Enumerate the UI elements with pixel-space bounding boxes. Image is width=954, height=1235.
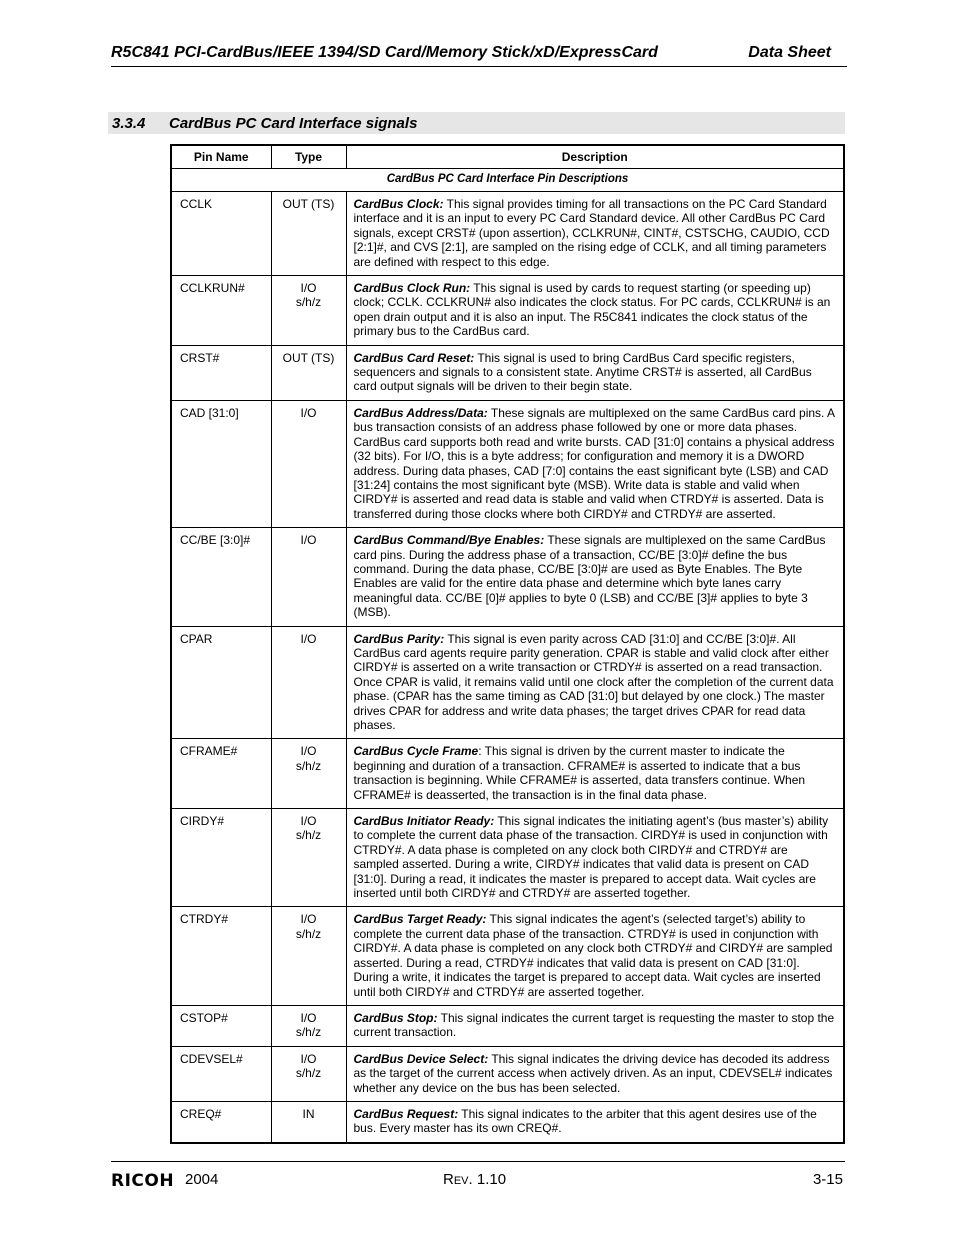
pin-type-primary: I/O: [300, 912, 317, 927]
pin-name: CAD [31:0]: [171, 400, 271, 527]
ricoh-logo: RICOH: [111, 1171, 175, 1191]
pin-name: CTRDY#: [171, 907, 271, 1005]
pin-type: [271, 276, 346, 346]
pin-type: [271, 528, 346, 626]
pin-type-secondary: s/h/z: [295, 295, 322, 310]
pin-description: [346, 345, 844, 400]
table-row: [171, 400, 844, 527]
page-number: 3-15: [812, 1171, 843, 1188]
signal-name: CardBus Clock:: [353, 197, 444, 211]
signal-description: This signal is used by cards to request starting (or speeding up) clock; CCLK. CCLKRUN# also indicates the clock status. For PC cards, CCLKRUN# is an open drain output and it is also an input. The R5C841 indicates the clock status of the primary bus to the CardBus card.: [353, 281, 831, 339]
pin-type-primary: OUT (TS): [282, 350, 335, 365]
signal-name: CardBus Target Ready:: [353, 912, 487, 927]
pin-name: CREQ#: [171, 1101, 271, 1142]
pin-description: [346, 1005, 844, 1046]
signal-description: This signal indicates to the arbiter that this agent desires use of the bus. Every master has its own CREQ#.: [353, 1106, 817, 1136]
signal-name: CardBus Stop:: [353, 1010, 438, 1025]
pin-type-secondary: s/h/z: [295, 828, 322, 843]
signal-name: CardBus Address/Data:: [353, 405, 488, 420]
header-pin-name: Pin Name: [171, 145, 271, 169]
footer-revision: [443, 1171, 506, 1188]
pin-type-primary: IN: [302, 1106, 315, 1121]
signal-description: This signal indicates the initiating agent’s (bus master’s) ability to complete the current data phase of the transaction. CIRDY# is used in conjunction with CTRDY#. A data phase is completed on any clock both CIRDY# and CTRDY# are sampled asserted. During a write, CIRDY# indicates that valid data is present on CAD [31:0]. During a read, it indicates the master is prepared to accept data. Wait cycles are inserted until both CIRDY# and CTRDY# are asserted together.: [353, 814, 829, 901]
table-subheading-row: [171, 169, 844, 192]
pin-type-primary: I/O: [300, 405, 317, 420]
pin-description: [346, 809, 844, 907]
table-row: [171, 276, 844, 346]
table-row: [171, 1046, 844, 1101]
pin-description: [346, 400, 844, 527]
table-row: [171, 1101, 844, 1142]
pin-type: [271, 739, 346, 809]
signal-name: CardBus Command/Bye Enables:: [353, 533, 545, 548]
pin-type-secondary: s/h/z: [295, 1025, 322, 1040]
pin-name: CIRDY#: [171, 809, 271, 907]
table-row: [171, 1005, 844, 1046]
signal-name: CardBus Initiator Ready:: [353, 814, 495, 829]
pin-type-secondary: s/h/z: [295, 1066, 322, 1081]
header-type: Type: [271, 145, 346, 169]
pin-description: [346, 1101, 844, 1142]
footer-year: 2004: [185, 1171, 219, 1188]
page-footer: [111, 1161, 845, 1192]
pin-description: [346, 739, 844, 809]
pin-description: [346, 276, 844, 346]
document-type: Data Sheet: [748, 44, 831, 61]
pin-type: [271, 907, 346, 1005]
header-description: Description: [346, 145, 844, 169]
pin-type: [271, 626, 346, 739]
table-row: [171, 345, 844, 400]
pin-name: CCLK: [171, 192, 271, 276]
signal-name: CardBus Device Select:: [353, 1051, 489, 1066]
signal-name: CardBus Cycle Frame: [353, 744, 479, 759]
pin-name: CDEVSEL#: [171, 1046, 271, 1101]
pin-type-primary: OUT (TS): [282, 197, 335, 211]
signal-name: CardBus Request:: [353, 1106, 459, 1121]
pin-description: [346, 1046, 844, 1101]
table-row: [171, 192, 844, 276]
pin-type-primary: I/O: [300, 533, 317, 548]
pin-type-primary: I/O: [300, 631, 317, 646]
pin-type-primary: I/O: [300, 744, 317, 759]
signal-name: CardBus Parity:: [353, 631, 445, 646]
pin-name: CSTOP#: [171, 1005, 271, 1046]
pin-type-primary: I/O: [300, 1010, 317, 1025]
signal-description: These signals are multiplexed on the same CardBus card pins. A bus transaction consists of an address phase followed by one or more data phases. CardBus card supports both read and write bursts. CAD [31:0] contains a physical address (32 bits). For I/O, this is a byte address; for configuration and memory it is a DWORD address. During data phases, CAD [7:0] contains the east significant byte (LSB) and CAD [31:24] contains the most significant byte (MSB). Write data is stable and valid when CIRDY# is asserted and read data is stable and valid when CTRDY# is asserted. Data is transferred during those clocks where both CIRDY# and CTRDY# are asserted.: [353, 405, 835, 521]
pin-type: [271, 809, 346, 907]
signal-description: This signal indicates the agent’s (selected target’s) ability to complete the current data phase of the transaction. CTRDY# is used in conjunction with CIRDY#. A data phase is completed on any clock both CTRDY# and CIRDY# are sampled asserted. During a read, CTRDY# indicates that valid data is present on CAD [31:0]. During a write, it indicates the target is prepared to accept data. Wait cycles are inserted until both CIRDY# and CTRDY# are asserted together.: [353, 912, 833, 999]
rev-r: R: [443, 1171, 454, 1188]
pin-name: CCLKRUN#: [171, 276, 271, 346]
pin-type: [271, 1046, 346, 1101]
table-row: [171, 626, 844, 739]
pin-type-secondary: s/h/z: [295, 758, 322, 773]
signal-description: These signals are multiplexed on the same CardBus card pins. During the address phase of a transaction, CC/BE [3:0]# define the bus command. During the data phase, CC/BE [3:0]# are used as Byte Enables. The Byte Enables are valid for the entire data phase and determine which byte lanes carry meaningful data. CC/BE [0]# applies to byte 0 (LSB) and CC/BE [3]# applies to byte 3 (MSB).: [353, 533, 826, 620]
pin-type: [271, 192, 346, 276]
table-row: [171, 739, 844, 809]
section-title: CardBus PC Card Interface signals: [169, 115, 418, 132]
table-row: [171, 528, 844, 626]
table-row: [171, 907, 844, 1005]
pin-name: CFRAME#: [171, 739, 271, 809]
pin-type: [271, 1101, 346, 1142]
pin-name: CPAR: [171, 626, 271, 739]
section-number: 3.3.4: [112, 115, 146, 132]
signal-description: This signal indicates the driving device has decoded its address as the target of the current access when actively driven. As an input, CDEVSEL# indicates whether any device on the bus has been selected.: [353, 1051, 833, 1095]
signal-description: This signal is even parity across CAD [31:0] and CC/BE [3:0]#. All CardBus card agents require parity generation. CPAR is stable and valid clock after either CIRDY# is asserted on a write transaction or CTRDY# is asserted on a read transaction. Once CPAR is valid, it remains valid until one clock after the completion of the current data phase. (CPAR has the same timing as CAD [31:0] but delayed by one clock.) The master drives CPAR for address and write data phases; the target drives CPAR for read data phases.: [353, 631, 834, 732]
pin-description: [346, 626, 844, 739]
pin-type-primary: I/O: [300, 281, 317, 296]
signal-description: This signal provides timing for all transactions on the PC Card Standard interface and it is an input to every PC Card Standard device. All other CardBus PC Card signals, except CRST# (upon assertion), CCLKRUN#, CINT#, CSTSCHG, CAUDIO, CCD [2:1]#, and CVS [2:1], are sampled on the rising edge of CCLK, and all timing parameters are defined with respect to this edge.: [353, 197, 830, 269]
pin-type-secondary: s/h/z: [295, 926, 322, 941]
pin-type: [271, 345, 346, 400]
pin-type: [271, 400, 346, 527]
document-title: R5C841 PCI-CardBus/IEEE 1394/SD Card/Memory Stick/xD/ExpressCard: [111, 44, 658, 61]
rev-ev: EV: [453, 1175, 469, 1187]
pin-name: CRST#: [171, 345, 271, 400]
signal-description: This signal is used to bring CardBus Card specific registers, sequencers and signals to a consistent state. Anytime CRST# is asserted, all CardBus card output signals will be driven to their begin state.: [353, 350, 812, 394]
pin-type-primary: I/O: [300, 814, 317, 829]
signal-name: CardBus Card Reset:: [353, 350, 475, 365]
table-header-row: [171, 145, 844, 169]
table-subheading: CardBus PC Card Interface Pin Descriptions: [171, 169, 844, 192]
pin-description: [346, 907, 844, 1005]
page-header: [111, 40, 847, 67]
pin-description: [346, 192, 844, 276]
signal-table: [170, 144, 845, 1144]
table-row: [171, 809, 844, 907]
rev-number: . 1.10: [468, 1171, 507, 1188]
pin-type: [271, 1005, 346, 1046]
signal-name: CardBus Clock Run:: [353, 281, 471, 296]
signal-description: This signal indicates the current target is requesting the master to stop the current transaction.: [353, 1010, 835, 1040]
section-heading: [108, 112, 845, 134]
pin-name: CC/BE [3:0]#: [171, 528, 271, 626]
pin-description: [346, 528, 844, 626]
pin-type-primary: I/O: [300, 1051, 317, 1066]
signal-description: : This signal is driven by the current master to indicate the beginning and duration of a transaction. CFRAME# is asserted to indicate that a bus transaction is beginning. While CFRAME# is asserted, data transfers continue. When CFRAME# is deasserted, the transaction is in the final data phase.: [353, 744, 806, 802]
